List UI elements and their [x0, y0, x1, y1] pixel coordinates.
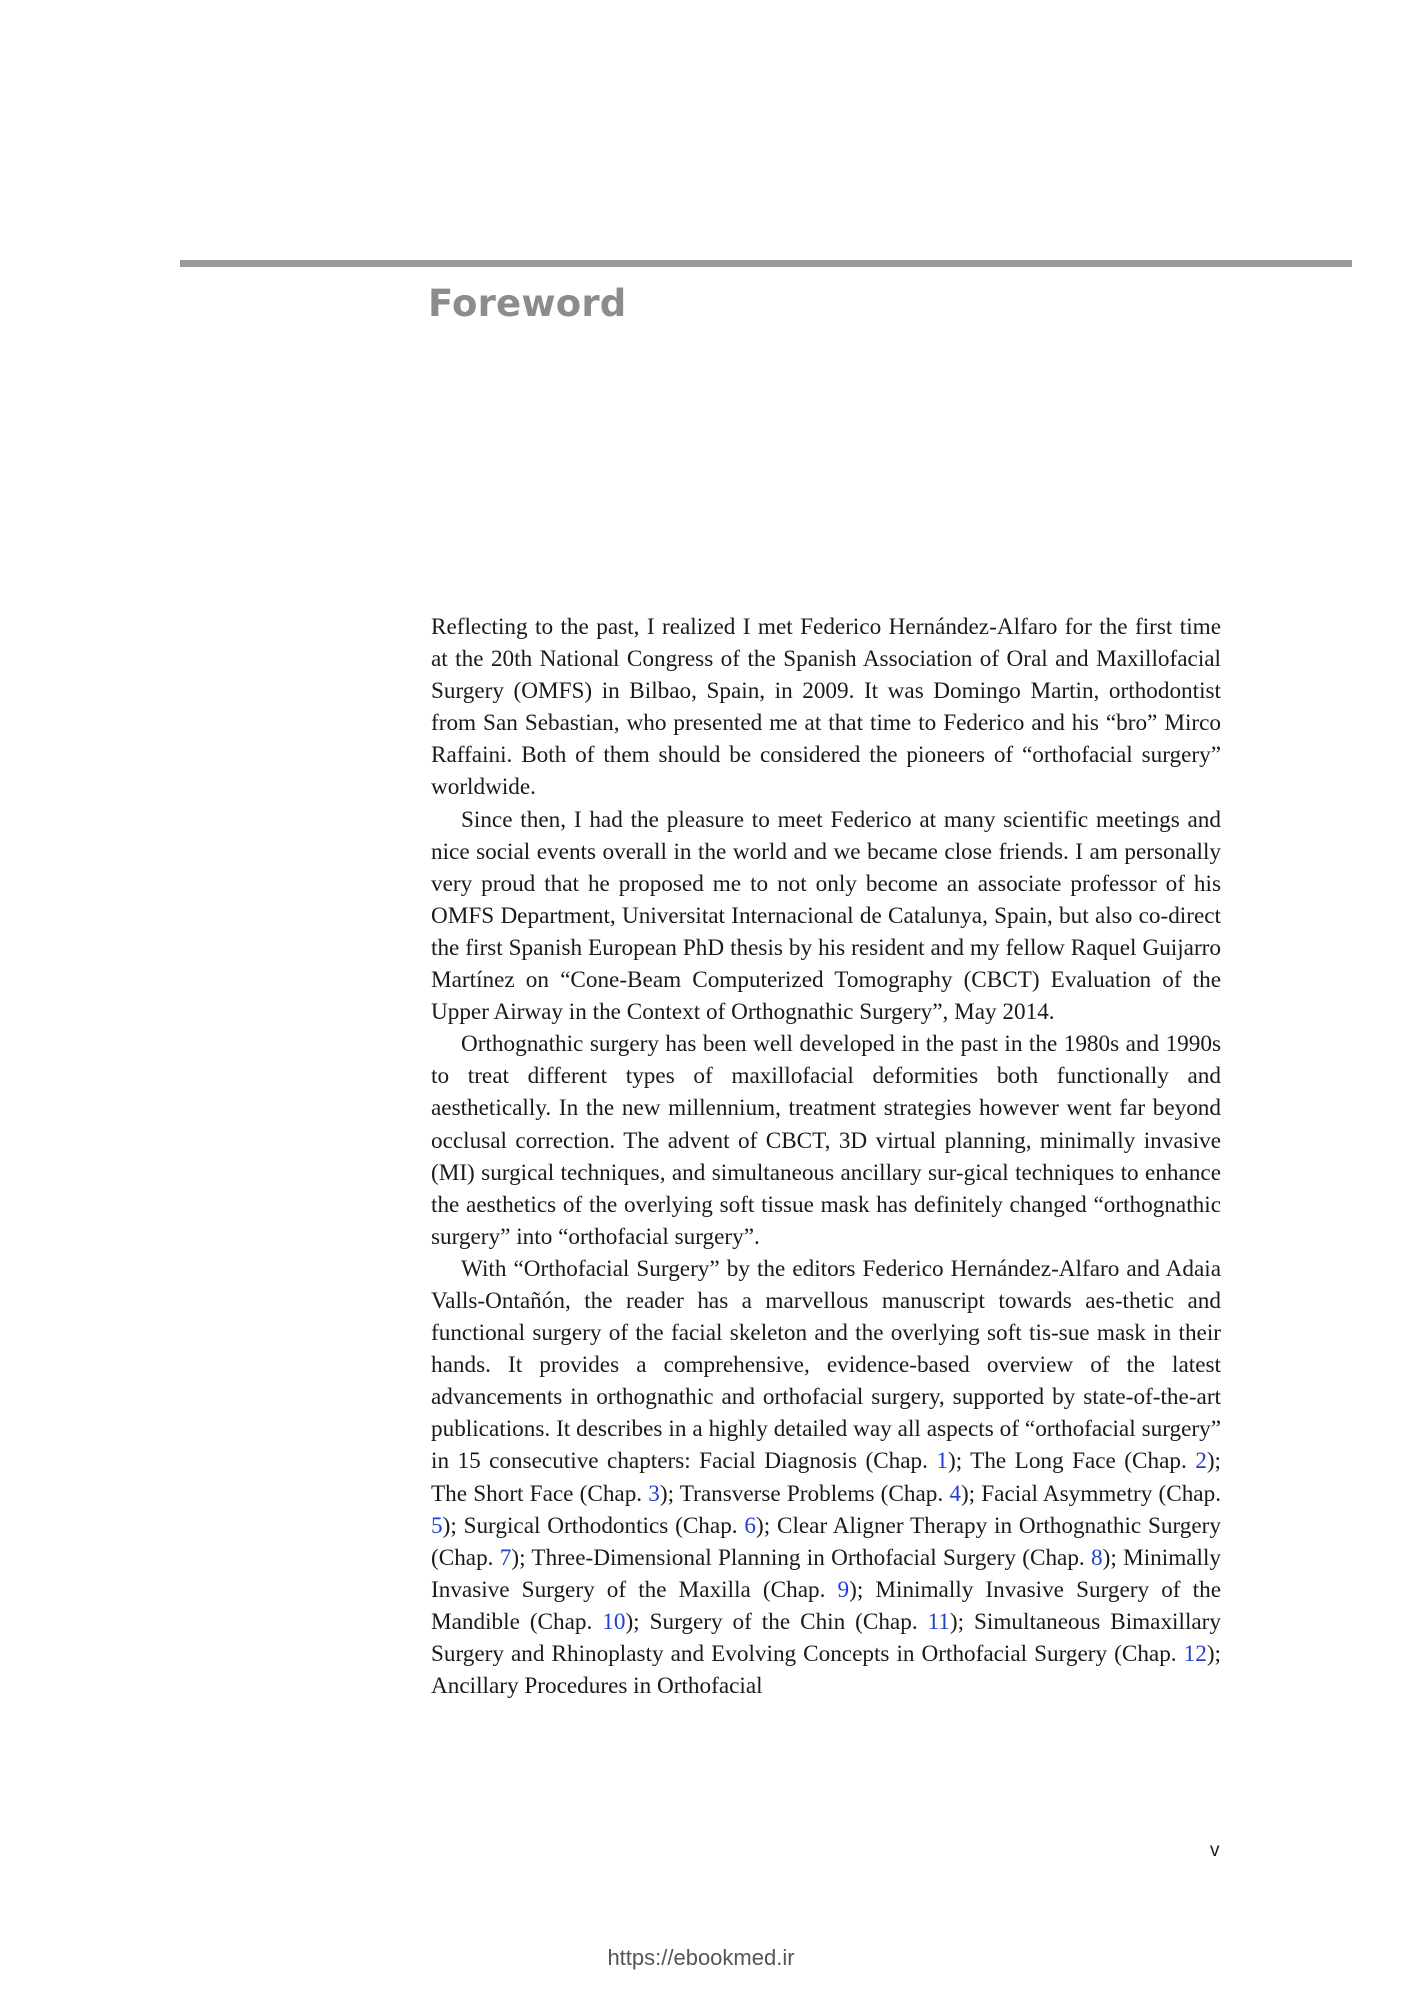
chapter-text-5: ); Surgical Orthodontics (Chap. [442, 1512, 745, 1539]
chapter-link-9[interactable]: 9 [837, 1576, 850, 1603]
paragraph-1: Reflecting to the past, I realized I met Federico Hernández-Alfaro for the first time at the 20th National Congress of the Spanish Association of Oral and Maxillofacial Surgery (OMFS) in Bilbao, Spain, in 2009. It was Domingo Martin, orthodontist from San Sebastian, who presented me at that time to Federico and his “bro” Mirco Raffaini. Both of them should be considered the pioneers of “orthofacial surgery” worldwide. [431, 614, 1221, 801]
title-rule [180, 260, 1352, 267]
chapter-link-6[interactable]: 6 [744, 1512, 756, 1539]
chapter-text-12: ); Ancillary Procedures in Orthofacial [431, 1641, 1221, 1700]
paragraph-3: Orthognathic surgery has been well developed in the past in the 1980s and 1990s to treat different types of maxillofacial deformities both functionally and aesthetically. In the new millennium, treatment strategies however went far beyond occlusal correction. The advent of CBCT, 3D virtual planning, minimally invasive (MI) surgical techniques, and simultaneous ancillary sur-gical techniques to enhance the aesthetics of the overlying soft tissue mask has definitely changed “orthognathic surgery” into “orthofacial surgery”. [431, 1031, 1221, 1250]
chapter-link-4[interactable]: 4 [949, 1480, 961, 1507]
chapter-link-2[interactable]: 2 [1195, 1448, 1207, 1475]
chapter-text-3: ); Transverse Problems (Chap. [659, 1480, 950, 1507]
chapter-text-6: ); Clear Aligner Therapy in Orthognathic Surgery (Chap. [431, 1512, 1221, 1571]
chapter-link-12[interactable]: 12 [1183, 1641, 1207, 1667]
chapter-text-8: ); Minimally Invasive Surgery of the Maxilla (Chap. [431, 1544, 1222, 1603]
chapter-text-11: ); Simultaneous Bimaxillary Surgery and Rhinoplasty and Evolving Concepts in Orthofacial Surgery (Chap. [431, 1608, 1221, 1667]
chapter-text-9: ); Minimally Invasive Surgery of the Mandible (Chap. [431, 1576, 1221, 1635]
paragraph-2: Since then, I had the pleasure to meet Federico at many scientific meetings and nice social events overall in the world and we became close friends. I am personally very proud that he proposed me to not only become an associate professor of his OMFS Department, Universitat Internacional de Catalunya, Spain, but also co-direct the first Spanish European PhD thesis by his resident and my fellow Raquel Guijarro Martínez on “Cone-Beam Computerized Tomography (CBCT) Evaluation of the Upper Airway in the Context of Orthognathic Surgery”, May 2014. [431, 806, 1221, 1026]
chapter-link-3[interactable]: 3 [648, 1480, 660, 1507]
foreword-body [431, 611, 1221, 1702]
page-title: Foreword [428, 282, 627, 325]
page-number: v [1210, 1840, 1220, 1861]
chapter-link-5[interactable]: 5 [431, 1512, 443, 1539]
chapter-link-10[interactable]: 10 [602, 1608, 626, 1635]
chapter-text-2: ); The Short Face (Chap. [431, 1448, 1221, 1507]
paragraph-4 [431, 1253, 1221, 1702]
chapter-link-8[interactable]: 8 [1091, 1544, 1103, 1571]
site-watermark: https://ebookmed.ir [607, 1945, 795, 1970]
chapter-link-1[interactable]: 1 [936, 1448, 948, 1475]
chapter-text-10: ); Surgery of the Chin (Chap. [625, 1608, 928, 1635]
chapter-link-11[interactable]: 11 [927, 1608, 950, 1635]
chapter-text-7: ); Three-Dimensional Planning in Orthofacial Surgery (Chap. [511, 1544, 1092, 1571]
chapter-link-7[interactable]: 7 [499, 1544, 512, 1571]
chapter-text-1: ); The Long Face (Chap. [947, 1448, 1196, 1475]
paragraph-4-intro: With “Orthofacial Surgery” by the editors Federico Hernández-Alfaro and Adaia Valls-Ontañón, the reader has a marvellous manuscript towards aes-thetic and functional surgery of the facial skeleton and the overlying soft tis-sue mask in their hands. It provides a comprehensive, evidence-based overview of the latest advancements in orthognathic and orthofacial surgery, supported by state-of-the-art publications. It describes in a highly detailed way all aspects of “orthofacial surgery” in 15 consecutive chapters: Facial Diagnosis (Chap. [431, 1255, 1221, 1475]
chapter-text-4: ); Facial Asymmetry (Chap. [960, 1480, 1221, 1507]
